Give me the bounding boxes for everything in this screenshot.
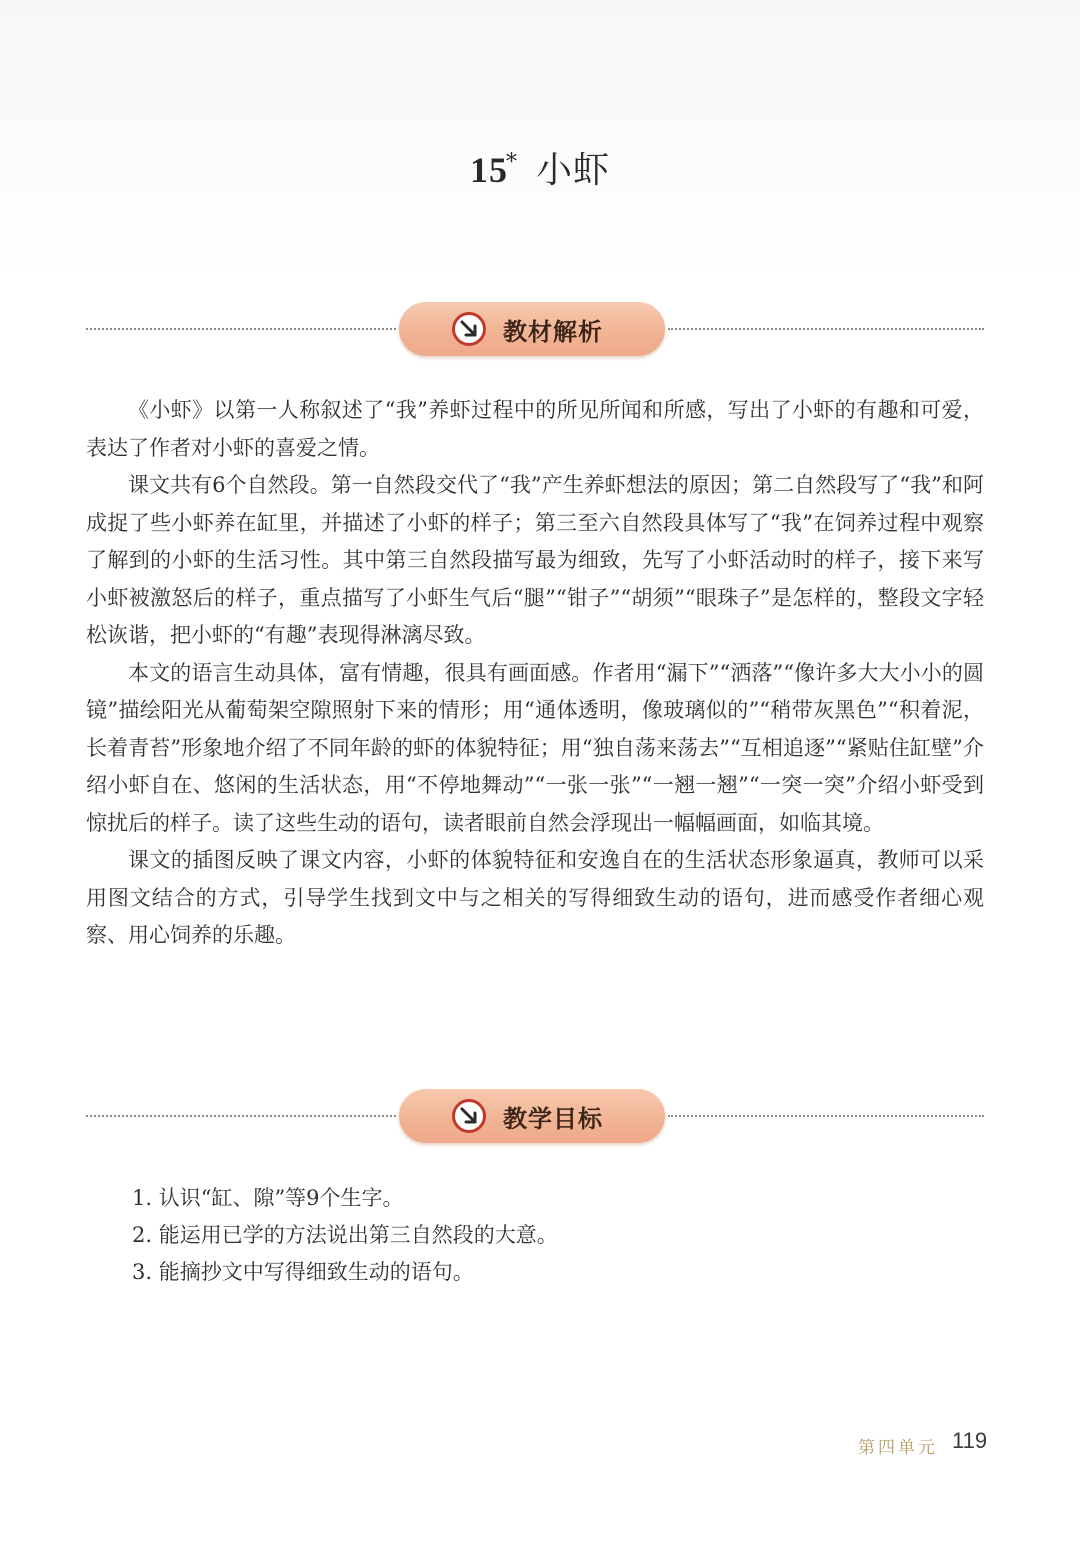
page-footer: [858, 1428, 1018, 1458]
arrow-circle-icon: [451, 1098, 487, 1134]
arrow-circle-icon: [451, 311, 487, 347]
goals-list: [132, 1180, 932, 1291]
goal-item-2: 2. 能运用已学的方法说出第三自然段的大意。: [132, 1223, 558, 1247]
dotted-divider-right: [668, 1115, 984, 1117]
section-pill-goals: [399, 1089, 665, 1143]
section-header-analysis: [86, 302, 984, 356]
dotted-divider-right: [668, 328, 984, 330]
section-label-goals: 教学目标: [503, 1105, 603, 1133]
goal-item-1: 1. 认识“缸、隙”等9个生字。: [132, 1186, 404, 1210]
dotted-divider-left: [86, 1115, 396, 1117]
analysis-paragraph-2: 课文共有6个自然段。第一自然段交代了“我”产生养虾想法的原因；第二自然段写了“我”和阿成捉了些小虾养在缸里，并描述了小虾的样子；第三至六自然段具体写了“我”在饲养过程中观察了解到的小虾的生活习性。其中第三自然段描写最为细致，先写了小虾活动时的样子，接下来写小虾被激怒后的样子，重点描写了小虾生气后“腿”“钳子”“胡须”“眼珠子”是怎样的，整段文字轻松诙谐，把小虾的“有趣”表现得淋漓尽致。: [86, 473, 984, 647]
analysis-paragraph-3: 本文的语言生动具体，富有情趣，很具有画面感。作者用“漏下”“洒落”“像许多大大小小的圆镜”描绘阳光从葡萄架空隙照射下来的情形；用“通体透明，像玻璃似的”“稍带灰黑色”“积着泥，长着青苔”形象地介绍了不同年龄的虾的体貌特征；用“独自荡来荡去”“互相追逐”“紧贴住缸壁”介绍小虾自在、悠闲的生活状态，用“不停地舞动”“一张一张”“一翘一翘”“一突一突”介绍小虾受到惊扰后的样子。读了这些生动的语句，读者眼前自然会浮现出一幅幅画面，如临其境。: [86, 660, 984, 835]
lesson-title-text: 小虾: [535, 150, 610, 191]
section-pill-analysis: [399, 302, 665, 356]
analysis-paragraph-4: 课文的插图反映了课文内容，小虾的体貌特征和安逸自在的生活状态形象逼真，教师可以采用图文结合的方式，引导学生找到文中与之相关的写得细致生动的语句，进而感受作者细心观察、用心饲养的乐趣。: [86, 848, 984, 947]
lesson-star-marker: *: [505, 150, 518, 175]
page-title: [0, 142, 1080, 193]
unit-label: 第四单元: [858, 1438, 938, 1458]
section-label-analysis: 教材解析: [503, 318, 603, 346]
analysis-body: [86, 392, 984, 955]
lesson-number: 15: [469, 150, 508, 190]
dotted-divider-left: [86, 328, 396, 330]
page-number: 119: [952, 1428, 988, 1453]
section-header-goals: [86, 1089, 984, 1143]
goal-item-3: 3. 能摘抄文中写得细致生动的语句。: [132, 1260, 474, 1284]
analysis-paragraph-1: 《小虾》以第一人称叙述了“我”养虾过程中的所见所闻和所感，写出了小虾的有趣和可爱，表达了作者对小虾的喜爱之情。: [86, 398, 984, 460]
